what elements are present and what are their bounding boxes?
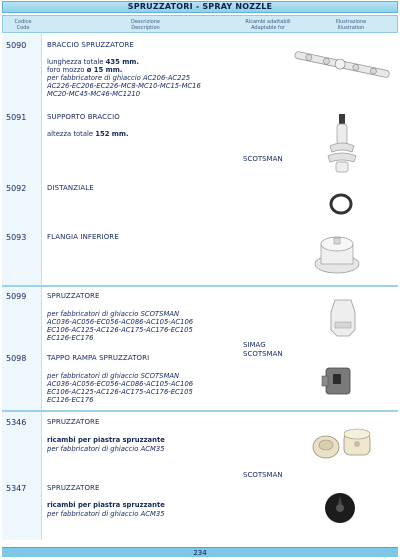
item-name: BRACCIO SPRUZZATORE	[47, 41, 134, 49]
item-code: 5091	[6, 113, 27, 122]
arm-support-icon	[322, 112, 362, 174]
nozzle-white-icon	[325, 296, 361, 340]
item-code: 5092	[6, 184, 27, 193]
lower-flange-icon	[312, 232, 362, 276]
adaptable-brand: SCOTSMAN	[243, 471, 283, 479]
page-number: 234	[2, 547, 398, 557]
item-compat-line: EC106-AC125-AC126-AC175-AC176-EC105	[47, 326, 193, 334]
item-code: 5346	[6, 418, 27, 427]
adaptable-brand: SCOTSMAN	[243, 350, 283, 358]
section-divider	[2, 285, 398, 287]
item-name: SUPPORTO BRACCIO	[47, 113, 120, 121]
item-code: 5347	[6, 484, 27, 493]
header-code: Codice Code	[14, 19, 32, 31]
item-code: 5098	[6, 354, 27, 363]
spray-plate-parts-icon	[310, 425, 376, 461]
spray-arm-icon	[290, 45, 394, 85]
spacer-ring-icon	[328, 192, 354, 216]
ramp-cap-icon	[320, 364, 356, 398]
page-title: SPRUZZATORI - SPRAY NOZZLE	[2, 1, 398, 13]
item-compat-line: per fabbricatori di ghiaccio SCOTSMAN	[47, 372, 180, 380]
header-illustration: Illustrazione Illustration	[335, 19, 367, 31]
header-description: Descrizione Description	[130, 19, 161, 31]
item-code: 5090	[6, 41, 27, 50]
item-length: lunghezza totale 435 mm.	[47, 58, 139, 66]
item-code: 5093	[6, 233, 27, 242]
item-compat-line: per fabbricatori di ghiaccio SCOTSMAN	[47, 310, 180, 318]
item-compat-line: EC106-AC125-AC126-AC175-AC176-EC105	[47, 388, 193, 396]
column-headers	[2, 15, 398, 33]
item-compat-line: per fabbricatore di ghiaccio AC206-AC225	[47, 74, 191, 82]
item-name: SPRUZZATORE	[47, 484, 100, 492]
item-compat-line: per fabbricatori di ghiaccio ACM35	[47, 445, 165, 453]
code-column-band	[2, 34, 42, 540]
item-height: altezza totale 152 mm.	[47, 130, 129, 138]
item-compat-line: AC226-EC206-EC226-MC8-MC10-MC15-MC16	[47, 82, 201, 90]
item-name: SPRUZZATORE	[47, 292, 100, 300]
item-compat-line: EC126-EC176	[47, 396, 94, 404]
item-subtitle: ricambi per piastra spruzzante	[47, 436, 165, 444]
adaptable-brand: SCOTSMAN	[243, 155, 283, 163]
item-code: 5099	[6, 292, 27, 301]
adaptable-brand: SIMAG	[243, 341, 266, 349]
item-compat-line: AC036-AC056-EC056-AC086-AC105-AC106	[47, 318, 194, 326]
item-name: TAPPO RAMPA SPRUZZATORI	[47, 354, 150, 362]
item-compat-line: AC036-AC056-EC056-AC086-AC105-AC106	[47, 380, 194, 388]
section-divider	[2, 410, 398, 412]
item-subtitle: ricambi per piastra spruzzante	[47, 501, 165, 509]
item-name: FLANGIA INFERIORE	[47, 233, 119, 241]
black-disc-icon	[322, 490, 358, 526]
item-name: SPRUZZATORE	[47, 418, 100, 426]
item-compat-line: MC20-MC45-MC46-MC1210	[47, 90, 141, 98]
item-compat-line: EC126-EC176	[47, 334, 94, 342]
item-hole: foro mozzo ø 15 mm.	[47, 66, 123, 74]
item-name: DISTANZIALE	[47, 184, 94, 192]
header-adaptable: Ricambi adattabili Adaptable for	[245, 19, 291, 31]
item-compat-line: per fabbricatori di ghiaccio ACM35	[47, 510, 165, 518]
